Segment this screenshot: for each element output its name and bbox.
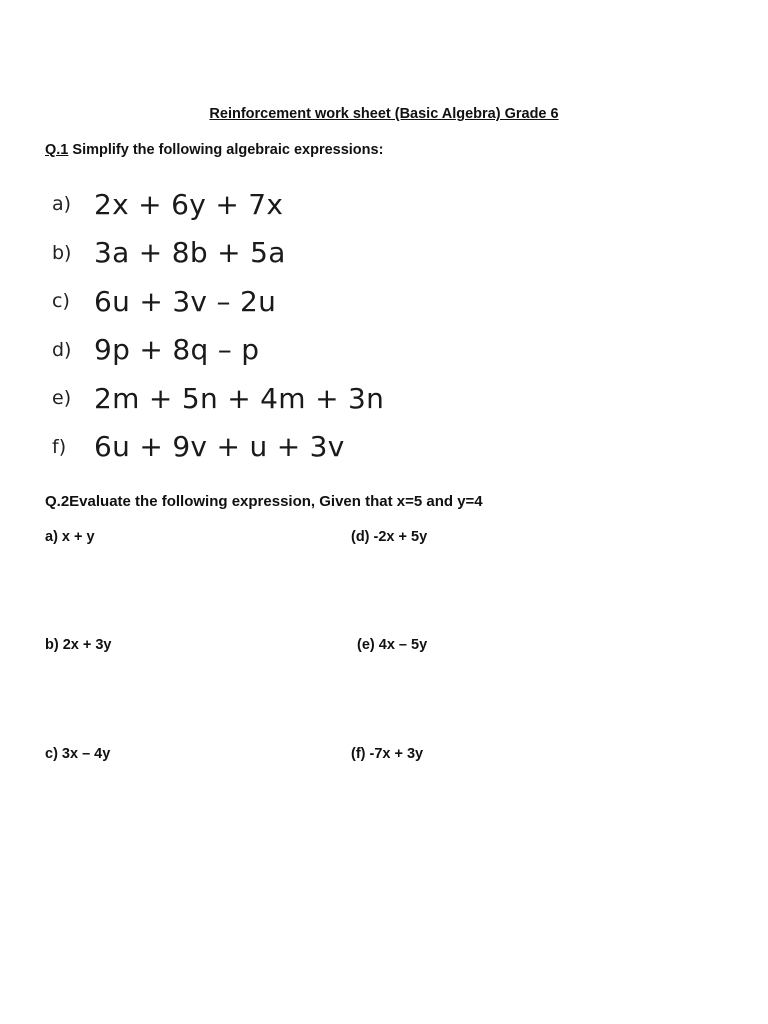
list-item — [52, 374, 384, 423]
algebraic-expression: 6u + 9v + u + 3v — [94, 430, 345, 464]
item-label: c) — [52, 290, 70, 313]
algebraic-expression: 6u + 3v – 2u — [94, 284, 277, 318]
algebraic-expression: 2m + 5n + 4m + 3n — [94, 381, 385, 415]
question-2-item-e: (e) 4x – 5y — [357, 637, 428, 653]
question-2-item-a: a) x + y — [45, 529, 95, 545]
list-item — [52, 277, 384, 326]
question-1-number: Q.1 — [45, 142, 69, 158]
question-2-item-d: (d) -2x + 5y — [351, 529, 428, 545]
worksheet-title-text: Reinforcement work sheet (Basic Algebra) Grade 6 — [209, 106, 559, 122]
item-label: a) — [52, 193, 72, 216]
algebraic-expression: 3a + 8b + 5a — [94, 236, 286, 270]
question-2-item-f: (f) -7x + 3y — [351, 746, 424, 762]
list-item — [52, 326, 384, 375]
question-1-heading — [45, 142, 383, 158]
item-label: f) — [52, 435, 67, 458]
list-item — [52, 423, 384, 472]
question-2-item-b: b) 2x + 3y — [45, 637, 112, 653]
item-label: b) — [52, 241, 72, 264]
item-label: d) — [52, 338, 72, 361]
algebraic-expression: 2x + 6y + 7x — [94, 187, 284, 221]
question-1-expression-list — [52, 180, 384, 471]
question-2-item-c: c) 3x – 4y — [45, 746, 111, 762]
list-item — [52, 180, 384, 229]
worksheet-title — [0, 106, 768, 122]
item-label: e) — [52, 387, 72, 410]
question-1-instruction: Simplify the following algebraic expressions: — [68, 142, 384, 158]
algebraic-expression: 9p + 8q – p — [94, 333, 260, 367]
question-2-heading: Q.2Evaluate the following expression, Given that x=5 and y=4 — [45, 493, 483, 510]
list-item — [52, 229, 384, 278]
